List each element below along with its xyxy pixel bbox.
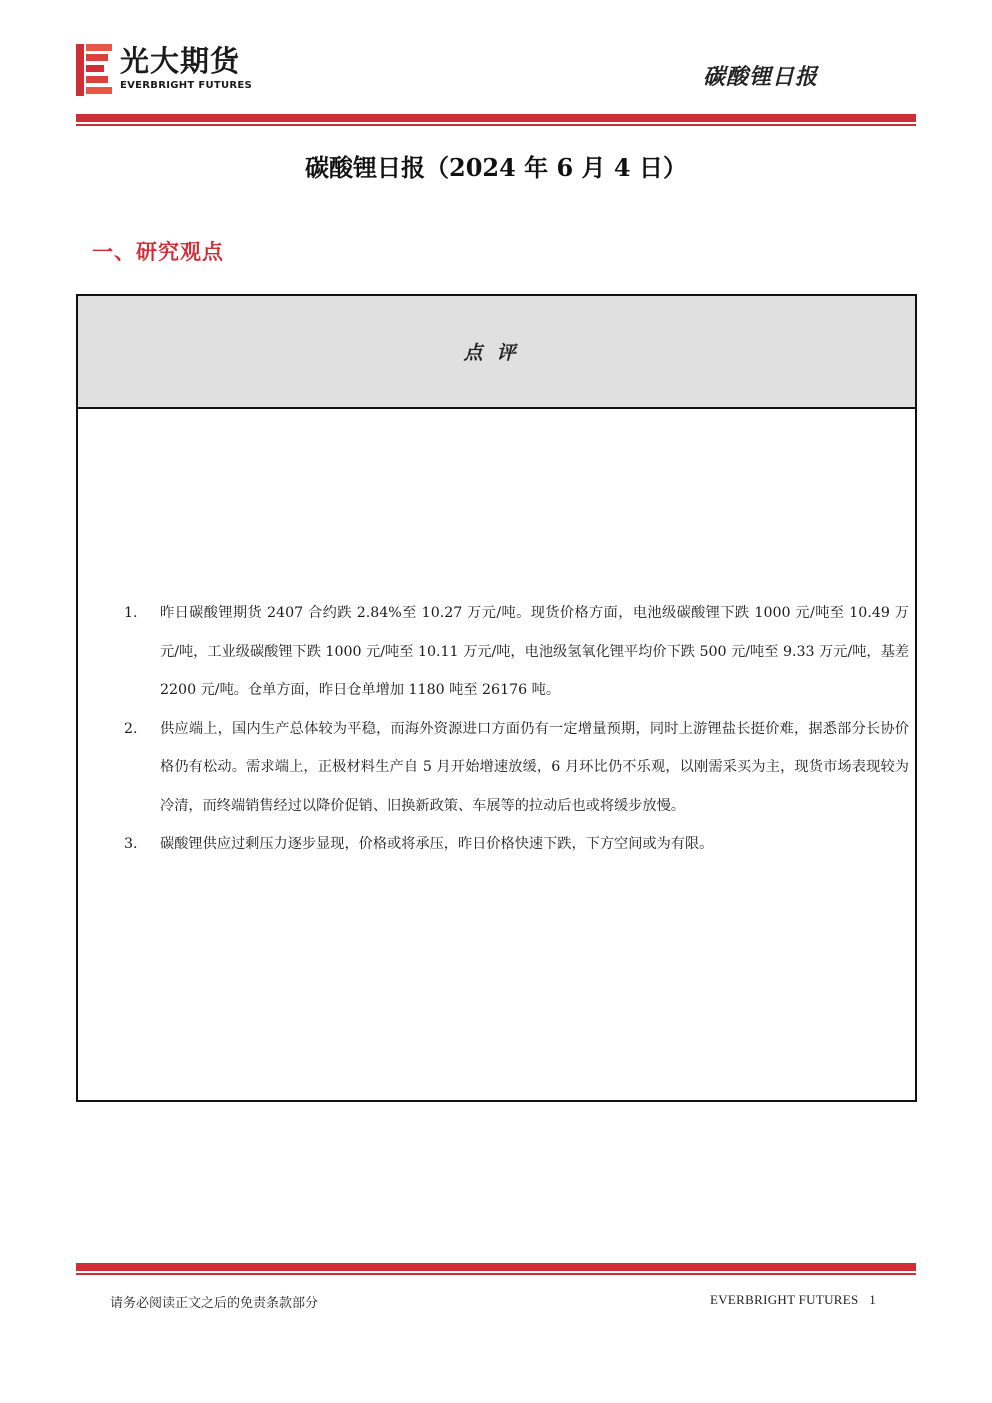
- company-logo: [76, 42, 286, 98]
- list-item-number: 2.: [124, 720, 138, 737]
- everbright-logo-icon: [76, 42, 114, 98]
- footer-info: [710, 1292, 876, 1308]
- header-divider-thick: [76, 114, 916, 122]
- list-item-text: 昨日碳酸锂期货 2407 合约跌 2.84%至 10.27 万元/吨。现货价格方面，电池级碳酸锂下跌 1000 元/吨至 10.49 万元/吨，工业级碳酸锂下跌 1000 元/吨至 10.11 万元/吨，电池级氢氧化锂平均价下跌 500 元/吨至 9.33 万元/吨，基差 2200 元/吨。仓单方面，昨日仓单增加 1180 吨至 26176 吨。: [160, 605, 909, 698]
- list-item-number: 3.: [124, 836, 138, 852]
- list-item-text: 供应端上，国内生产总体较为平稳，而海外资源进口方面仍有一定增量预期，同时上游锂盐长挺价难，据悉部分长协价格仍有松动。需求端上，正极材料生产自 5 月开始增速放缓，6 月环比仍不乐观，以刚需采买为主，现货市场表现较为冷清，而终端销售经过以降价促销、旧换新政策、车展等的拉动后也或将缓步放慢。: [160, 720, 909, 814]
- list-item-text: 碳酸锂供应过剩压力逐步显现，价格或将承压，昨日价格快速下跌，下方空间或为有限。: [160, 836, 714, 852]
- list-item: [78, 710, 915, 826]
- commentary-header: 点评: [78, 296, 915, 409]
- commentary-box: [76, 294, 917, 1102]
- list-item: [78, 825, 915, 864]
- header-report-title: 碳酸锂日报: [702, 64, 818, 90]
- commentary-list: [78, 594, 915, 864]
- list-item: [78, 594, 915, 710]
- list-item-number: 1.: [124, 605, 138, 621]
- logo-english-name: EVERBRIGHT FUTURES: [120, 80, 253, 91]
- section-title: 一、研究观点: [92, 239, 224, 264]
- page-number: 1: [869, 1292, 876, 1307]
- header-divider-thin: [76, 124, 916, 126]
- footer-divider-thick: [76, 1263, 916, 1271]
- footer-disclaimer: 请务必阅读正文之后的免责条款部分: [110, 1296, 319, 1311]
- footer-company: EVERBRIGHT FUTURES: [709, 1292, 859, 1307]
- logo-chinese-name: 光大期货: [120, 44, 241, 78]
- document-title: 碳酸锂日报（2024 年 6 月 4 日）: [305, 153, 687, 182]
- footer-divider-thin: [76, 1273, 916, 1275]
